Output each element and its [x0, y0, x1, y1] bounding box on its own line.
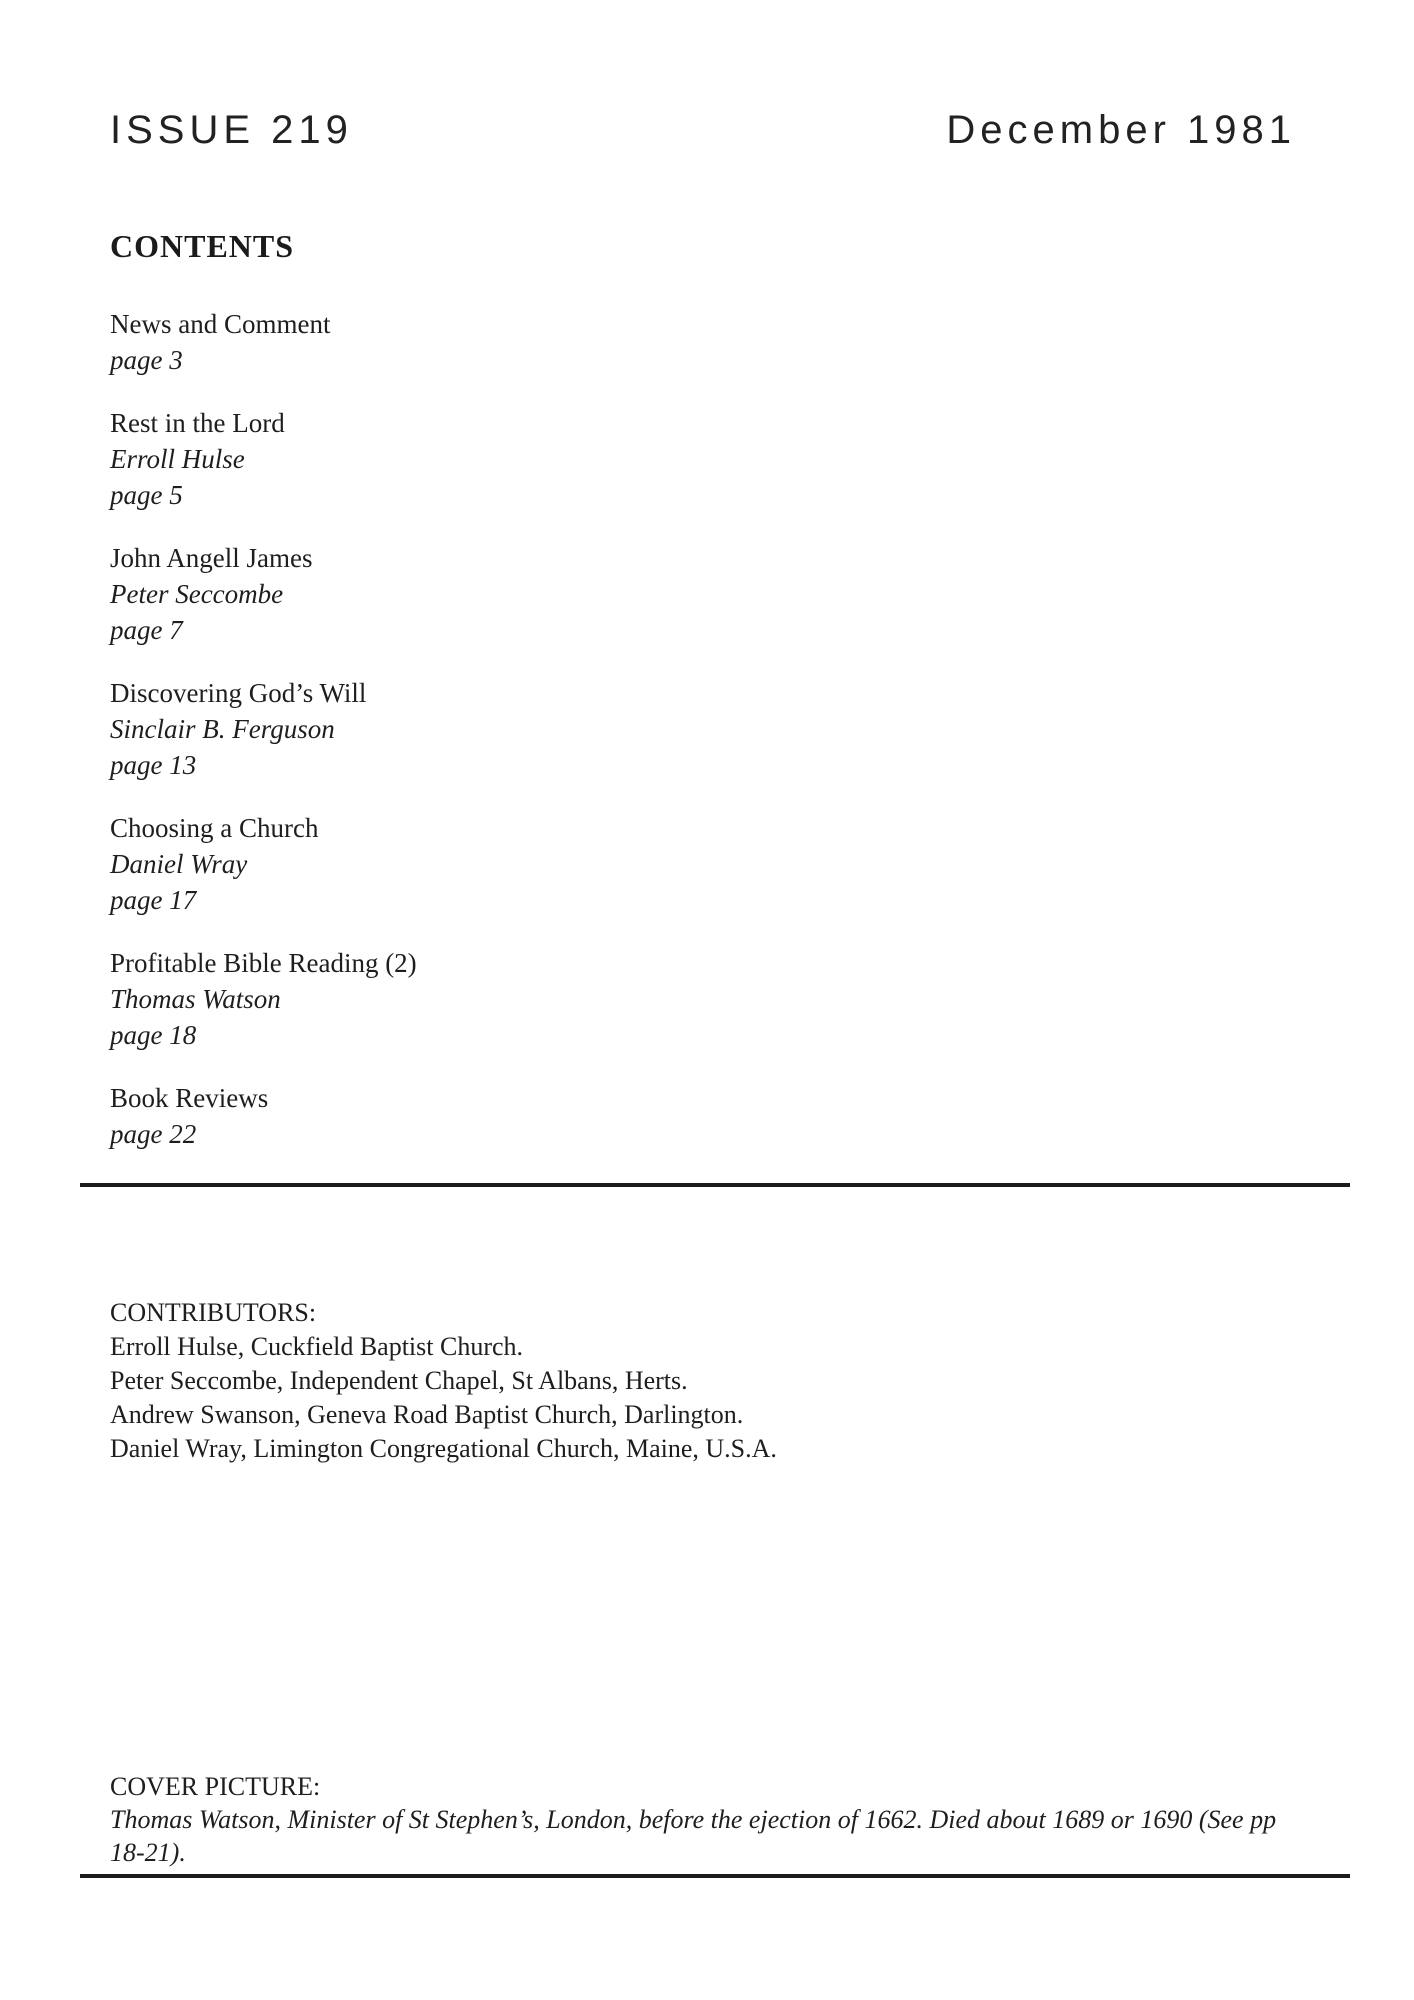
toc-entry — [110, 405, 417, 513]
cover-picture-section — [110, 1770, 1344, 1869]
contributor-line: Peter Seccombe, Independent Chapel, St Albans, Herts. — [110, 1366, 688, 1395]
toc-entry-page: page 17 — [110, 885, 197, 915]
toc-entry-author: Erroll Hulse — [110, 444, 245, 474]
toc-entry — [110, 540, 417, 648]
toc-entry — [110, 1080, 417, 1152]
toc-entry-page: page 3 — [110, 345, 183, 375]
table-of-contents — [110, 306, 417, 1179]
toc-entry — [110, 306, 417, 378]
cover-picture-caption-line: Thomas Watson, Minister of St Stephen’s, London, before the ejection of 1662. Died about 1689 or 1690 (See pp — [110, 1805, 1277, 1834]
toc-entry-title: Rest in the Lord — [110, 408, 285, 438]
toc-entry-author: Thomas Watson — [110, 984, 281, 1014]
horizontal-divider — [80, 1874, 1350, 1878]
toc-entry — [110, 945, 417, 1053]
cover-picture-heading: COVER PICTURE: — [110, 1772, 321, 1801]
contributor-line: Erroll Hulse, Cuckfield Baptist Church. — [110, 1332, 524, 1361]
toc-entry-page: page 7 — [110, 615, 183, 645]
toc-entry-author: Daniel Wray — [110, 849, 248, 879]
contents-heading: CONTENTS — [110, 228, 295, 264]
toc-entry-page: page 22 — [110, 1119, 197, 1149]
contributors-heading: CONTRIBUTORS: — [110, 1298, 317, 1327]
horizontal-divider — [80, 1183, 1350, 1187]
page-header — [110, 108, 1296, 153]
toc-entry-title: Discovering God’s Will — [110, 678, 367, 708]
toc-entry — [110, 810, 417, 918]
cover-picture-caption-line: 18-21). — [110, 1838, 186, 1867]
toc-entry-title: Choosing a Church — [110, 813, 319, 843]
toc-entry-page: page 13 — [110, 750, 197, 780]
toc-entry-author: Peter Seccombe — [110, 579, 284, 609]
toc-entry-title: Book Reviews — [110, 1083, 269, 1113]
toc-entry-title: Profitable Bible Reading (2) — [110, 948, 417, 978]
toc-entry-author: Sinclair B. Ferguson — [110, 714, 335, 744]
toc-entry-page: page 18 — [110, 1020, 197, 1050]
toc-entry-page: page 5 — [110, 480, 183, 510]
contributor-line: Andrew Swanson, Geneva Road Baptist Church, Darlington. — [110, 1400, 744, 1429]
issue-number: ISSUE 219 — [110, 108, 353, 152]
toc-entry-title: News and Comment — [110, 309, 331, 339]
toc-entry — [110, 675, 417, 783]
contributors-section — [110, 1296, 777, 1466]
contributor-line: Daniel Wray, Limington Congregational Church, Maine, U.S.A. — [110, 1434, 777, 1463]
issue-date: December 1981 — [946, 108, 1296, 152]
toc-entry-title: John Angell James — [110, 543, 313, 573]
